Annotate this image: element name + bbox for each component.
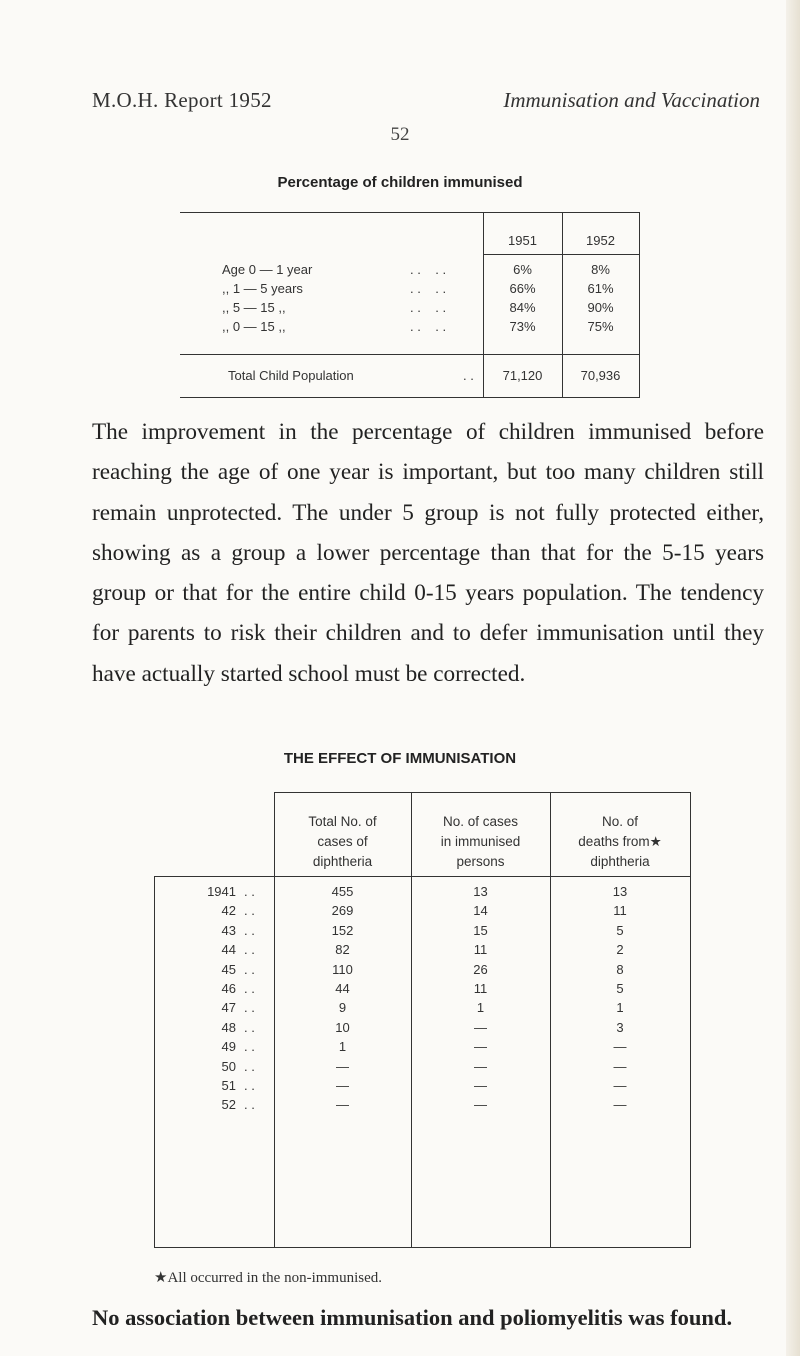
row-label: Age 0 — 1 year [222, 262, 313, 277]
header-deaths [550, 812, 690, 872]
header-line: persons [456, 854, 505, 869]
table-row [154, 923, 691, 942]
immunised-cases-cell: 14 [473, 903, 488, 919]
row-dots: . . [244, 1078, 255, 1093]
row-label: ,, 1 — 5 years [222, 281, 303, 296]
row-dots: . . [244, 981, 255, 996]
row-dots: . . [244, 1058, 255, 1074]
total-cases-cell: 152 [331, 922, 354, 938]
year-cell: 42 [221, 903, 236, 919]
immunised-cases-cell: 26 [473, 961, 488, 977]
row-value-1952: 75% [587, 319, 614, 334]
row-value-1952: 90% [587, 300, 614, 315]
table-row [154, 1000, 691, 1019]
row-dots: . . [244, 1019, 255, 1035]
deaths-cell: 5 [616, 922, 624, 938]
immunised-percentage-table [180, 212, 640, 398]
year-cell: 43 [221, 922, 236, 938]
header-line: deaths from★ [578, 834, 662, 849]
table-row [154, 903, 691, 922]
row-dots: . . [244, 922, 255, 938]
total-cases-cell: 9 [338, 1000, 347, 1016]
year-cell: 46 [221, 981, 236, 996]
table1-header-rule [483, 254, 639, 255]
footnote: ★All occurred in the non-immunised. [154, 1270, 382, 1286]
immunisation-effect-table [154, 792, 691, 1248]
row-dots: . . [244, 1039, 255, 1055]
immunised-cases-cell: 11 [473, 981, 488, 996]
row-dots: . . [244, 903, 255, 919]
header-line: in immunised [440, 834, 521, 849]
header-line: No. of [601, 814, 639, 829]
year-cell: 50 [221, 1058, 236, 1074]
year-cell: 45 [221, 961, 236, 977]
table-row [154, 1059, 691, 1078]
deaths-cell: 11 [613, 903, 627, 919]
running-header [92, 88, 760, 113]
header-total-cases [274, 812, 411, 872]
table-row [154, 1078, 691, 1097]
row-dots: . . [244, 942, 255, 958]
row-dots: . . [244, 1097, 255, 1113]
total-value-1951: 71,120 [502, 368, 543, 383]
immunised-cases-cell: — [474, 1039, 487, 1055]
body-paragraph: The improvement in the percentage of children immunised before reaching the age of one year is important, but too many children still remain unprotected. The under 5 group is not fully protected either, showing as a group a lower percentage than that for the 5-15 years group or that for the entire child 0-15 years population. The tendency for parents to risk their children and to defer immunisation until they have actually started school must be corrected. [92, 419, 764, 687]
deaths-cell: 13 [612, 884, 628, 899]
row-value-1951: 84% [509, 300, 536, 315]
page-number: 52 [390, 124, 410, 145]
total-cases-cell: 269 [331, 903, 354, 919]
total-cases-cell: 44 [335, 981, 350, 996]
deaths-cell: — [613, 1078, 627, 1093]
header-line: diphtheria [590, 854, 650, 869]
row-dots: . . . . [410, 319, 447, 334]
year-cell: 52 [221, 1097, 236, 1113]
row-value-1951: 73% [509, 319, 536, 334]
row-dots: . . . . [410, 300, 447, 315]
table1-right-border [639, 212, 640, 398]
table-row [154, 981, 691, 1000]
total-cases-cell: 10 [335, 1019, 350, 1035]
table1-header-1952: 1952 [586, 233, 615, 248]
deaths-cell: 5 [616, 981, 624, 996]
header-line: diphtheria [312, 854, 373, 869]
total-value-1952: 70,936 [580, 368, 621, 383]
immunised-cases-cell: 13 [473, 884, 488, 899]
row-dots: . . [244, 1000, 255, 1016]
row-value-1952: 61% [587, 281, 614, 296]
header-section-title: Immunisation and Vaccination [503, 88, 760, 112]
immunised-cases-cell: — [474, 1078, 487, 1093]
deaths-cell: 3 [616, 1019, 624, 1035]
header-line: Total No. of [308, 814, 377, 829]
header-immunised-cases [411, 812, 550, 872]
table-row [154, 1097, 691, 1116]
row-dots: . . . . [410, 262, 447, 277]
total-cases-cell: — [336, 1078, 349, 1093]
table2-header-rule [154, 876, 691, 877]
row-dots: . . . . [410, 281, 447, 296]
row-label: ,, 5 — 15 ,, [222, 300, 286, 315]
deaths-cell: 1 [616, 1000, 624, 1016]
table2-top-border [274, 792, 691, 793]
immunised-cases-cell: — [474, 1019, 487, 1035]
header-report-title: M.O.H. Report 1952 [92, 88, 272, 112]
header-line: cases of [317, 834, 368, 849]
immunised-cases-cell: 11 [473, 942, 488, 958]
table1-total-rule [180, 354, 640, 355]
table-row [154, 962, 691, 981]
deaths-cell: — [613, 1097, 627, 1113]
row-value-1951: 6% [513, 262, 532, 277]
total-cases-cell: 110 [332, 961, 353, 977]
year-cell: 51 [221, 1078, 236, 1093]
total-dots: . . [463, 368, 474, 383]
immunised-cases-cell: — [474, 1058, 487, 1074]
year-cell: 1941 [207, 884, 236, 899]
deaths-cell: — [613, 1058, 627, 1074]
table-row [154, 1039, 691, 1058]
conclusion-statement: No association between immunisation and poliomyelitis was found. [92, 1305, 733, 1330]
table-row [154, 884, 691, 903]
deaths-cell: — [613, 1039, 627, 1055]
total-cases-cell: — [336, 1058, 349, 1074]
table1-title: Percentage of children immunised [277, 174, 523, 191]
row-dots: . . [244, 961, 255, 977]
row-value-1951: 66% [509, 281, 536, 296]
table2-bottom-border [154, 1247, 691, 1248]
year-cell: 49 [221, 1039, 236, 1055]
total-cases-cell: 455 [331, 884, 354, 899]
table1-header-1951: 1951 [508, 233, 537, 248]
total-cases-cell: — [336, 1097, 349, 1113]
header-line: No. of cases [442, 814, 519, 829]
year-cell: 47 [221, 1000, 236, 1016]
year-cell: 48 [221, 1019, 236, 1035]
row-value-1952: 8% [591, 262, 610, 277]
table-row [154, 1020, 691, 1039]
total-label: Total Child Population [228, 368, 354, 383]
row-label: ,, 0 — 15 ,, [222, 319, 286, 334]
immunised-cases-cell: — [474, 1097, 487, 1113]
immunised-cases-cell: 1 [476, 1000, 485, 1016]
deaths-cell: 8 [616, 961, 624, 977]
table-row [154, 942, 691, 961]
year-cell: 44 [221, 942, 236, 958]
deaths-cell: 2 [616, 942, 624, 958]
immunised-cases-cell: 15 [473, 922, 488, 938]
table2-title: THE EFFECT OF IMMUNISATION [283, 750, 517, 767]
total-cases-cell: 1 [338, 1039, 347, 1055]
page-edge-shading [786, 0, 800, 1356]
total-cases-cell: 82 [335, 942, 350, 958]
row-dots: . . [244, 884, 255, 899]
